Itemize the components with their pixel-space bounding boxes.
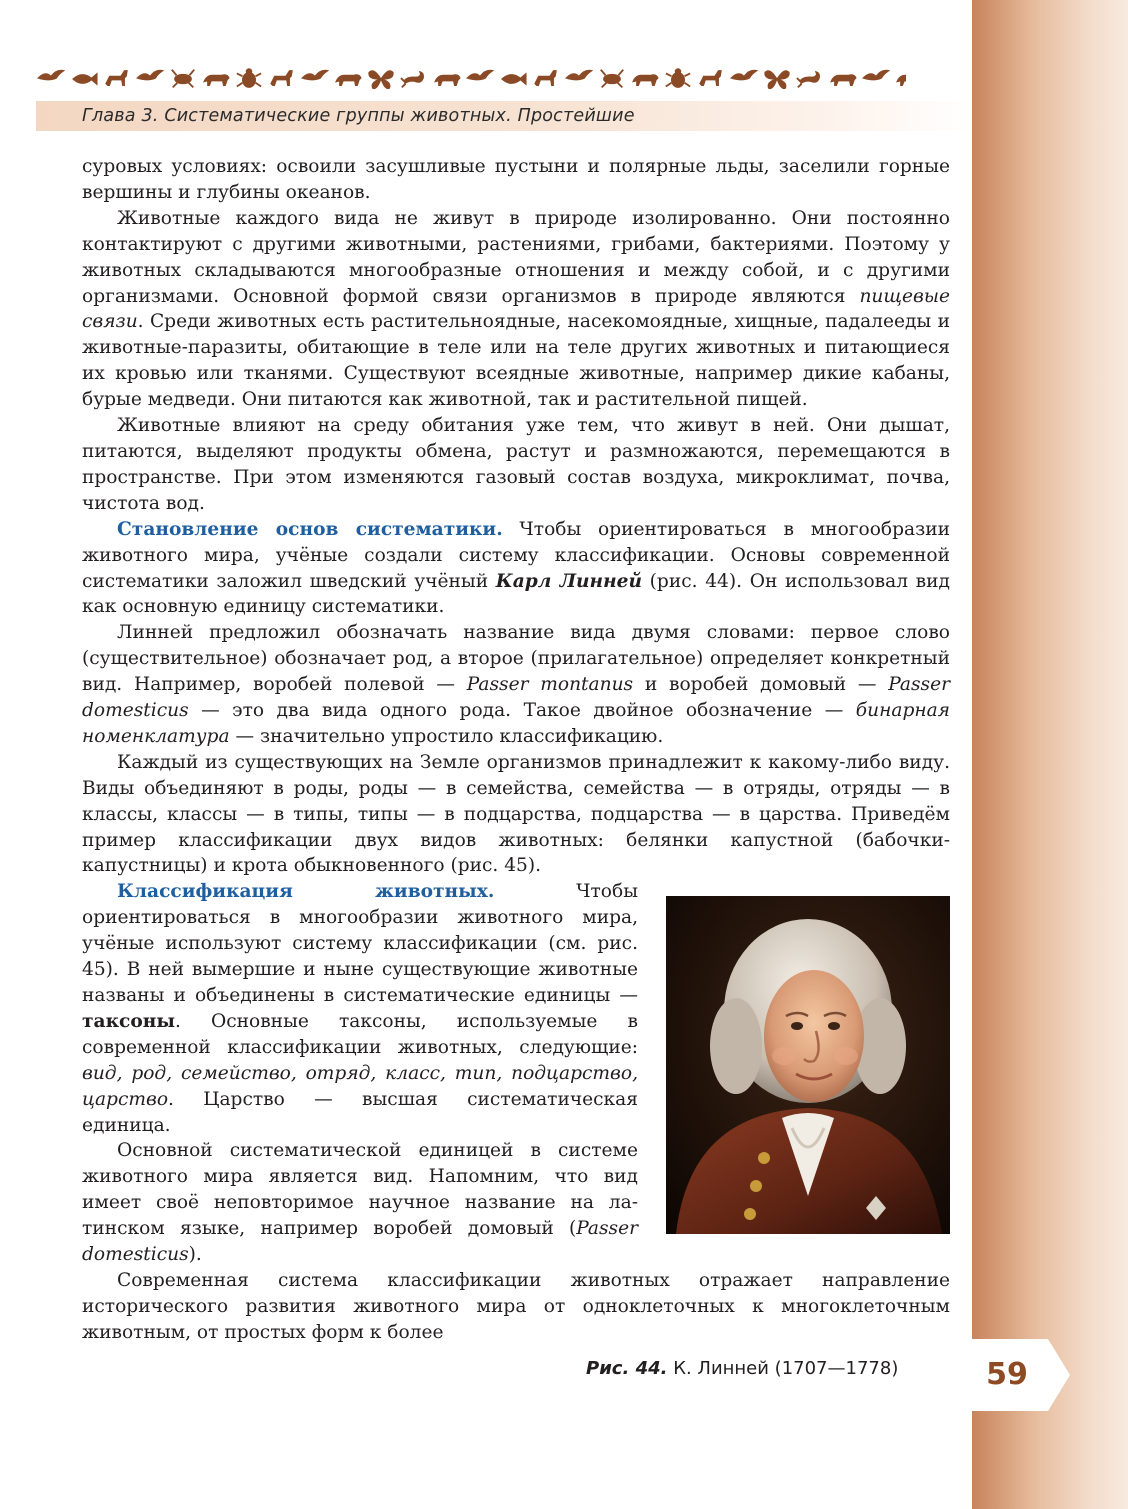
paragraph-text: . Основные таксоны, используемые в современной классификации животных, следующие: <box>82 1010 638 1058</box>
butterfly-icon <box>762 65 792 93</box>
latin-name: Passer domesticus <box>82 674 950 722</box>
beast-icon <box>630 65 660 93</box>
paragraph <box>82 206 950 413</box>
paragraph-text: (рис. 44). Он использовал вид как основную единицу систематики. <box>82 570 950 618</box>
insect-icon <box>597 65 627 93</box>
portrait-linnaeus <box>666 896 950 1234</box>
paragraph <box>82 620 950 750</box>
paragraph-text: . Среди животных есть растительноядные, насекомоядные, хищные, падалееды и животные-паразиты, обитающие в теле или на теле других животных и питающиеся их кровью или тканями. Существуют всеядные животные, например дикие кабаны, бурые медведи. Они питаются как животной, так и растительной пищей. <box>82 311 950 411</box>
latin-name: Passer montanus <box>466 674 634 696</box>
paragraph-text: Линней предложил обозначать название вида двумя словами: первое слово (существительное) обозначает род, а второе (прилагательное) определяет конкретный вид. Например, воробей полевой — <box>82 622 950 696</box>
bold-term: таксоны <box>82 1010 175 1032</box>
beast-icon <box>432 65 462 93</box>
paragraph-text: Животные каждого вида не живут в природе изолированно. Они постоянно контактируют с другими животными, растениями, грибами, бактериями. Поэтому у животных складываются многообразные отношения и между собой, и с другими организмами. Основной формой связи организмов в природе являются <box>82 207 950 307</box>
deer-icon <box>696 65 726 93</box>
paragraph-text: ). <box>188 1244 202 1266</box>
chapter-title: Глава 3. Систематические группы животных. Простейшие <box>82 106 635 126</box>
bird-icon <box>465 65 495 93</box>
bird-icon <box>564 65 594 93</box>
bird-icon <box>729 65 759 93</box>
section-heading: Становление основ систематики. <box>117 518 503 540</box>
paragraph-text: Современная система классификации животных отражает направление исторического развития животного мира от одноклеточных к многоклеточным животным, от простых форм к более <box>82 1269 950 1343</box>
page-number: 59 <box>986 1357 1028 1392</box>
caption-text: К. Линней (1707—1778) <box>667 1358 899 1379</box>
bird-icon <box>135 65 165 93</box>
paragraph <box>82 413 950 517</box>
beast-icon <box>333 65 363 93</box>
paragraph-text: и воробей домовый — <box>633 674 889 696</box>
beast-icon <box>201 65 231 93</box>
page-edge-band <box>972 0 1128 1509</box>
deer-icon <box>531 65 561 93</box>
paragraph-text: — это два вида одного рода. Такое двойное обозначение — <box>188 700 856 722</box>
scorpion-icon <box>399 65 429 93</box>
caption-number: Рис. 44. <box>586 1358 668 1379</box>
animal-ornament <box>36 64 906 94</box>
paragraph <box>82 154 950 206</box>
scientist-name: Карл Линней <box>495 570 643 592</box>
scorpion-icon <box>795 65 825 93</box>
beetle-icon <box>663 65 693 93</box>
italic-term: бинарная номенклатура <box>82 700 950 747</box>
main-text <box>82 154 950 1346</box>
beast-icon <box>894 65 906 93</box>
paragraph <box>82 750 950 880</box>
deer-icon <box>267 65 297 93</box>
italic-term: вид, род, семейство, отряд, класс, тип, подцарство, царство <box>82 1062 638 1110</box>
paragraph-text: . Царство — высшая систематическая единица. <box>82 1088 638 1136</box>
paragraph-text: Основной систематической единицей в системе животного мира является вид. Напомним, что вид имеет своё неповторимое научное название на латинском языке, например воробей домовый ( <box>82 1140 638 1240</box>
beast-icon <box>828 65 858 93</box>
paragraph-text: Чтобы ориентироваться в многообразии животного мира, учёные используют систему классификации (см. рис. 45). В ней вымершие и ныне существующие животные названы и объединены в систематические единицы — <box>82 881 638 1006</box>
bird-icon <box>36 65 66 93</box>
fish-icon <box>498 65 528 93</box>
butterfly-icon <box>366 65 396 93</box>
figure-caption <box>586 1356 946 1381</box>
deer-icon <box>102 65 132 93</box>
paragraph <box>82 517 950 621</box>
fish-icon <box>69 65 99 93</box>
paragraph-text: суровых условиях: освоили засушливые пустыни и полярные льды, заселили горные вершины и глубины океанов. <box>82 156 950 203</box>
paragraph-text: Каждый из существующих на Земле организмов принадлежит к какому-либо виду. Виды объединяют в роды, роды — в семейства, семейства — в отряды, отряды — в классы, классы — в типы, типы — в подцарства, подцарства — в царства. Приведём пример классификации двух видов животных: белянки капустной (бабочки-капустницы) и крота обыкновенного (рис. 45). <box>82 751 950 877</box>
section-heading: Классификация животных. <box>117 881 495 903</box>
beetle-icon <box>234 65 264 93</box>
insect-icon <box>168 65 198 93</box>
bird-icon <box>300 65 330 93</box>
paragraph <box>82 1268 950 1346</box>
latin-name: Passer domesticus <box>82 1218 638 1266</box>
paragraph-text: — значительно упростило классификацию. <box>229 725 664 747</box>
bird-icon <box>861 65 891 93</box>
paragraph-text: Животные влияют на среду обитания уже тем, что живут в ней. Они дышат, питаются, выделяют продукты обмена, растут и размножаются, перемещаются в пространстве. При этом изменяются газовый состав воздуха, микроклимат, почва, чистота вод. <box>82 415 950 514</box>
paragraph-text: Чтобы ориентироваться в многообразии животного мира, учёные создали систему классификации. Основы современной систематики заложил шведский учёный <box>82 518 950 592</box>
italic-term: пищевые связи <box>82 285 950 333</box>
figure-44 <box>666 896 950 1241</box>
